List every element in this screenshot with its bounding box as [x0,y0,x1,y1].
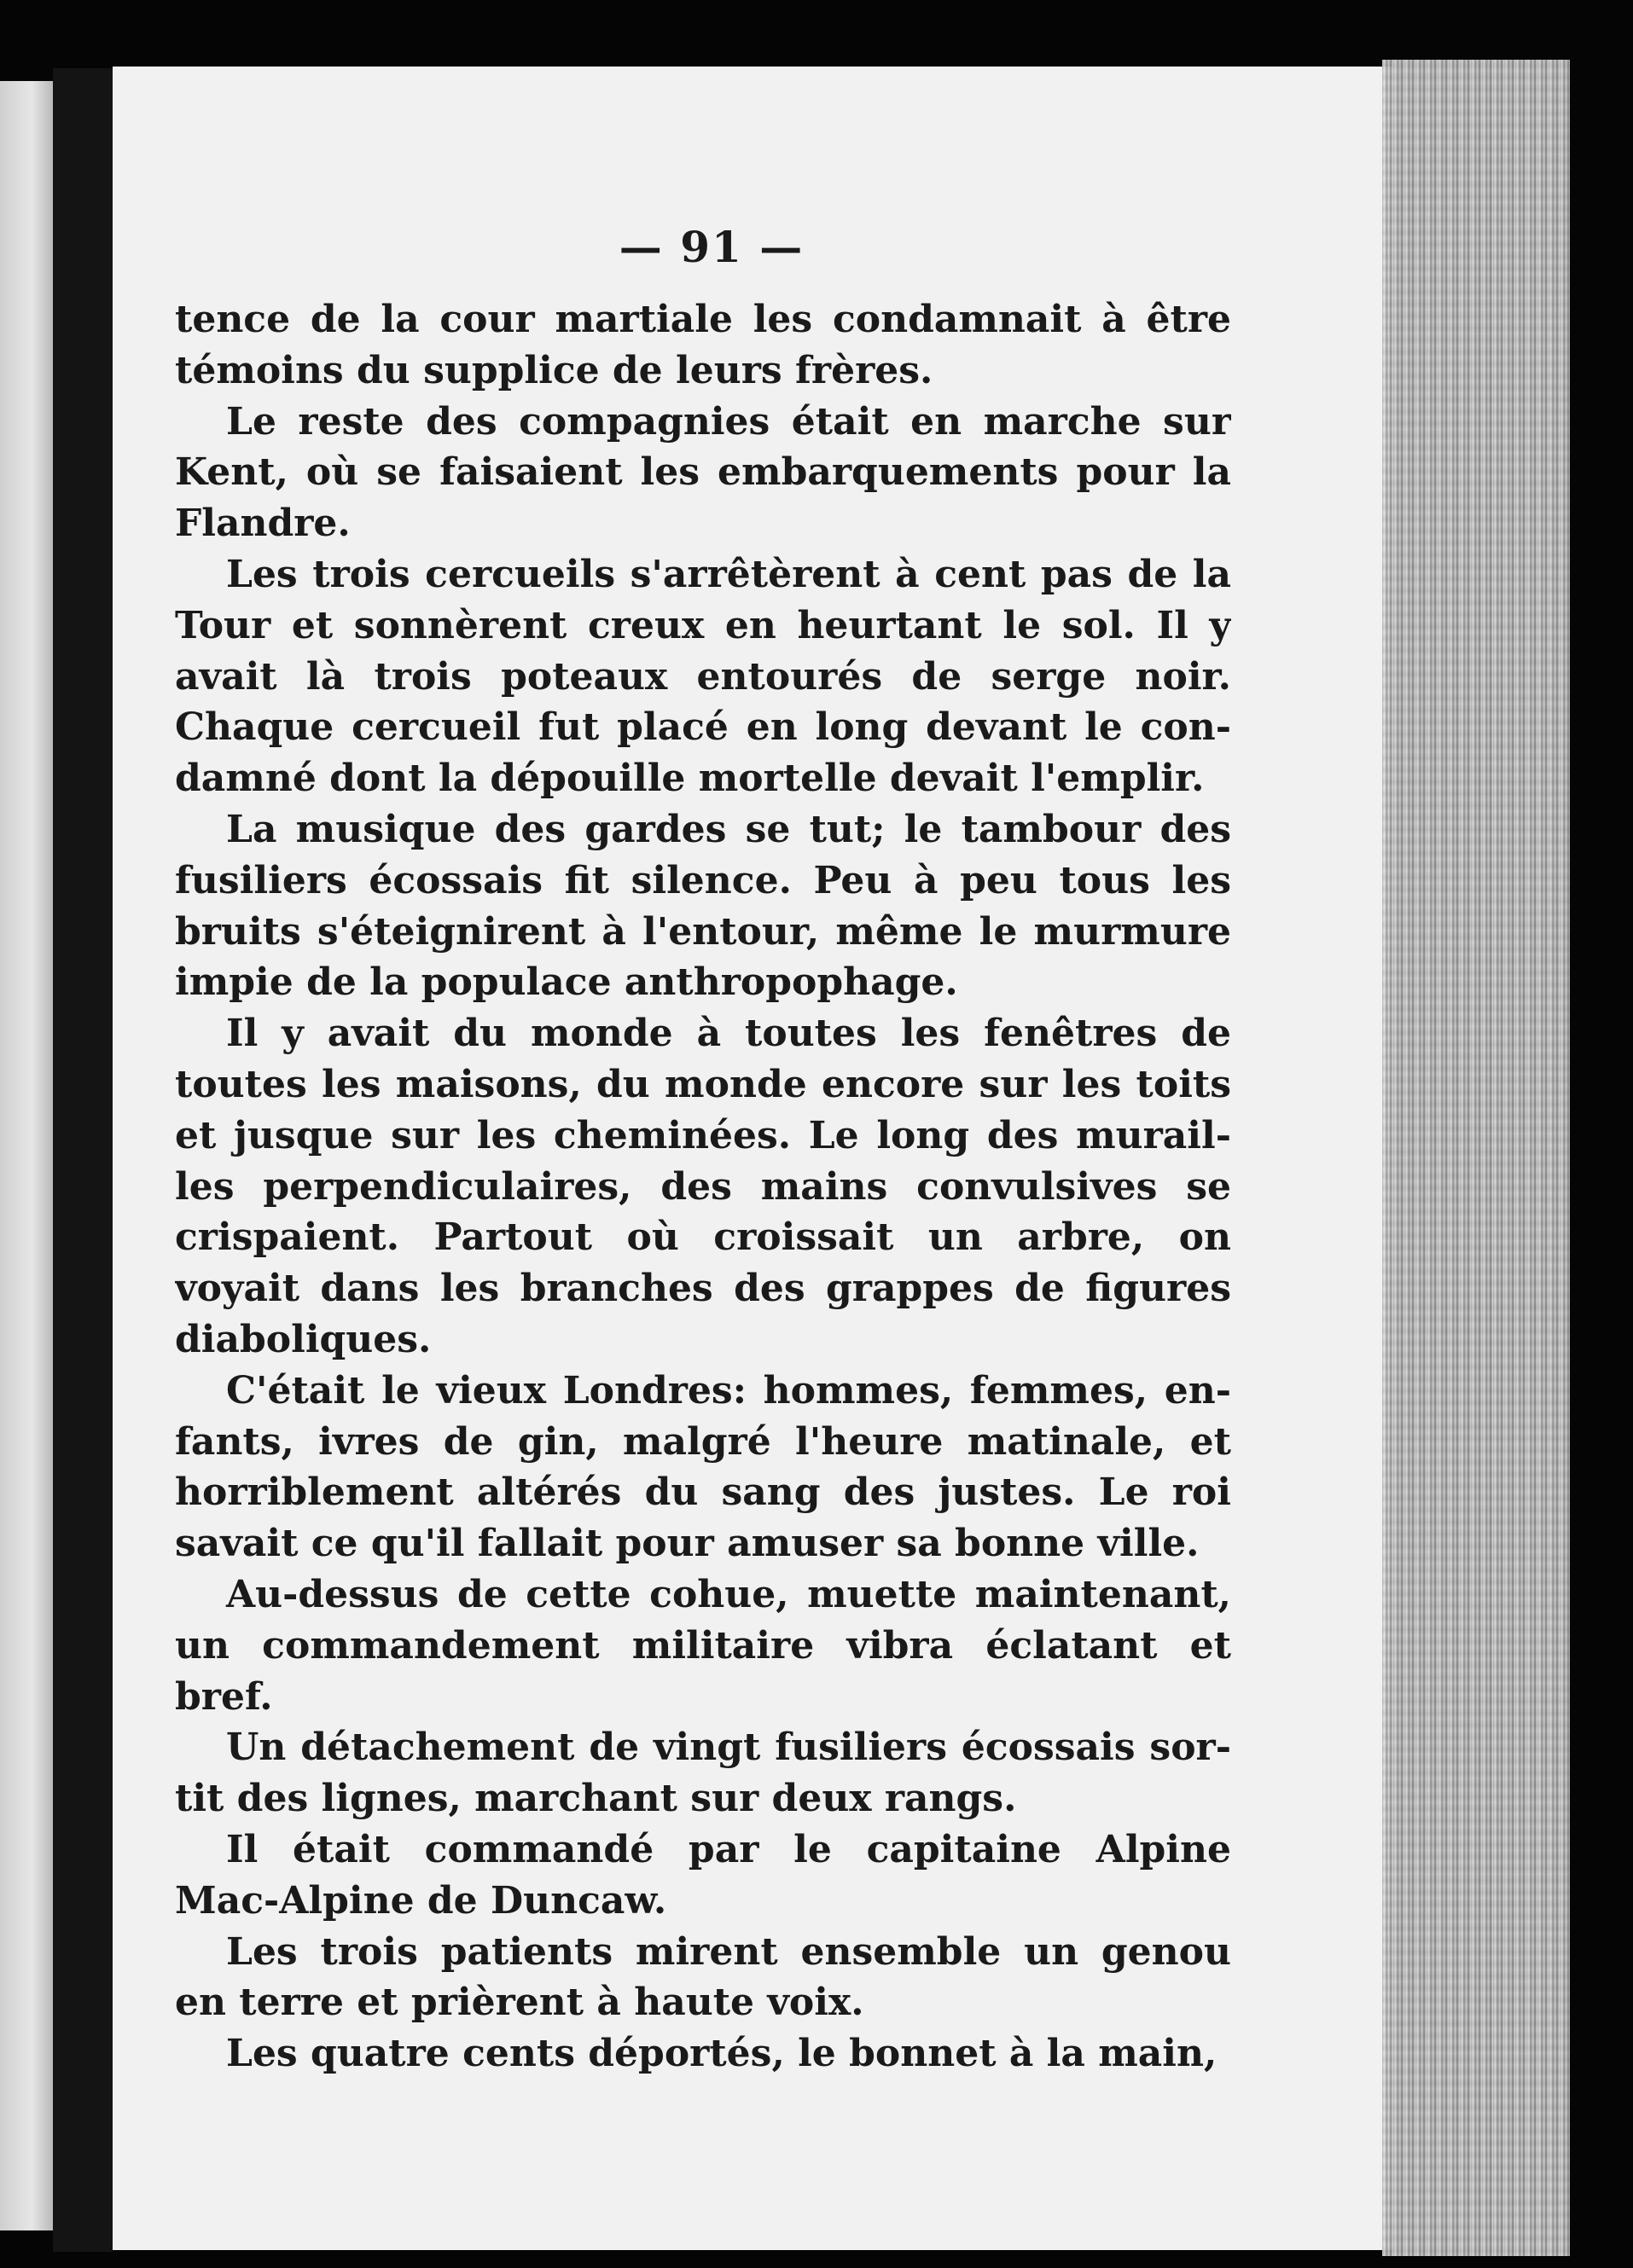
text-line: bruits s'éteignirent à l'entour, même le murmure [175,909,1231,954]
page-text-block [175,218,1231,2079]
text-line: témoins du supplice de leurs frères. [175,348,933,392]
text-line: C'était le vieux Londres: hommes, femmes, en- [226,1368,1231,1412]
text-line: Tour et sonnèrent creux en heurtant le sol. Il y [175,603,1231,647]
text-line: tence de la cour martiale les condamnait à être [175,298,1231,341]
text-line: Il y avait du monde à toutes les fenêtres de [226,1012,1231,1056]
text-line: diaboliques. [175,1317,432,1361]
text-line: Les trois cercueils s'arrêtèrent à cent pas de la [226,552,1231,596]
text-line: les perpendiculaires, des mains convulsives se [175,1164,1231,1209]
paragraph [175,1927,1231,2029]
text-line: Kent, où se faisaient les embarquements pour la [175,450,1231,495]
text-line: et jusque sur les cheminées. Le long des murail- [175,1113,1231,1157]
text-line: damné dont la dépouille mortelle devait l'emplir. [175,757,1205,801]
paragraph [175,397,1231,549]
text-line: Chaque cercueil fut placé en long devant le con- [175,705,1231,750]
text-line: en terre et prièrent à haute voix. [175,1981,864,2025]
paragraphs-container [175,294,1231,2079]
text-line: Les quatre cents déportés, le bonnet à la main, [226,2032,1217,2076]
page-number: — 91 — [619,222,805,272]
book-gutter [53,68,113,2252]
text-line: Flandre. [175,502,351,546]
text-line: fants, ivres de gin, malgré l'heure matinale, et [175,1419,1231,1464]
paragraph [175,1569,1231,1722]
text-line: avait là trois poteaux entourés de serge noir. [175,654,1231,699]
text-line: La musique des gardes se tut; le tambour des [226,807,1231,851]
paragraph [175,1722,1231,1824]
text-line: Un détachement de vingt fusiliers écossais sor- [226,1726,1231,1770]
previous-page-edge [0,81,53,2230]
text-line: tit des lignes, marchant sur deux rangs. [175,1777,1017,1821]
page-edges-shade [1382,60,1570,2256]
paragraph [175,2028,1231,2079]
text-line: impie de la populace anthropophage. [175,960,958,1005]
text-line: Il était commandé par le capitaine Alpine [226,1827,1231,1871]
text-line: Mac-Alpine de Duncaw. [175,1878,667,1923]
text-line: voyait dans les branches des grappes de figures [175,1267,1231,1311]
text-line: Les trois patients mirent ensemble un genou [226,1929,1231,1974]
text-line: fusiliers écossais fit silence. Peu à peu tous les [175,858,1231,902]
text-line: Le reste des compagnies était en marche sur [226,399,1231,444]
text-line: horriblement altérés du sang des justes. Le roi [175,1470,1231,1515]
text-line: bref. [175,1674,273,1719]
paragraph [175,1366,1231,1569]
paragraph [175,804,1231,1008]
paragraph [175,1824,1231,1927]
paragraph [175,1008,1231,1366]
text-line: crispaient. Partout où croissait un arbre, on [175,1215,1231,1260]
text-line: un commandement militaire vibra éclatant et [175,1623,1231,1668]
text-line: toutes les maisons, du monde encore sur les toits [175,1062,1231,1106]
text-line: savait ce qu'il fallait pour amuser sa bonne ville. [175,1522,1200,1566]
text-line: Au-dessus de cette cohue, muette maintenant, [226,1572,1231,1616]
paragraph [175,549,1231,804]
paragraph [175,294,1231,397]
